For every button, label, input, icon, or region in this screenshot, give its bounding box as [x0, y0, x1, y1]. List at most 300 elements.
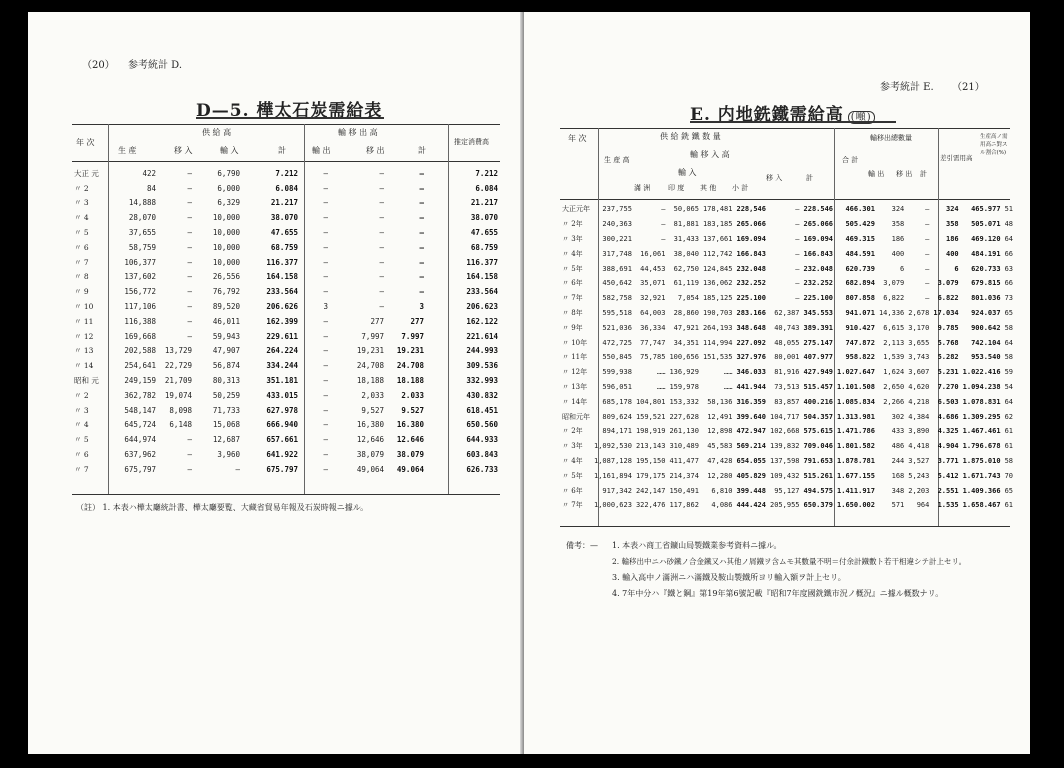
table-cell: 46,011 — [212, 316, 240, 326]
table-cell: 807.858 — [845, 294, 875, 303]
table-cell: 84 — [146, 183, 156, 193]
table-cell: — — [187, 464, 192, 474]
table-cell: 4.904 — [937, 442, 959, 451]
table-cell: — — [323, 435, 328, 445]
table-cell: 801.036 — [971, 294, 1001, 303]
table-cell: 47,921 — [673, 323, 699, 332]
table-cell: 179,175 — [635, 471, 666, 480]
table-cell: …… — [724, 382, 733, 391]
table-cell: 666.940 — [266, 420, 298, 430]
right-data-table — [560, 200, 1015, 513]
col-production: 生 産 — [118, 146, 137, 155]
rcol-manchuria: 滿 洲 — [634, 184, 651, 192]
table-cell: — — [323, 316, 328, 326]
table-cell: 2.033 — [401, 390, 424, 400]
table-cell: 64 — [1004, 338, 1014, 347]
table-cell: 1.535 — [937, 501, 959, 510]
table-cell: 150,491 — [669, 486, 699, 495]
table-cell: 6,148 — [169, 420, 192, 430]
table-cell: 505.429 — [845, 220, 875, 229]
table-row — [560, 439, 1015, 454]
table-cell: 227.092 — [736, 338, 766, 347]
table-cell: 1,539 — [883, 353, 905, 362]
table-cell: 324 — [945, 205, 959, 214]
table-row — [72, 181, 500, 196]
table-cell: 12,280 — [707, 471, 733, 480]
table-cell: 64,003 — [640, 308, 666, 317]
table-cell: — — [419, 168, 424, 178]
table-cell: 1.411.917 — [837, 486, 875, 495]
table-row — [72, 284, 500, 299]
table-row — [560, 320, 1015, 335]
right-note-3: 3. 輸入高中ノ滿洲ニハ滿鐵及鞍山製鐵所ヨリ輸入額ヲ計上セリ。 — [612, 573, 846, 582]
table-row — [560, 335, 1015, 350]
table-cell: 240,363 — [602, 220, 632, 229]
table-cell: 65 — [1004, 486, 1014, 495]
col-export: 輸 出 — [312, 146, 331, 155]
table-cell: 58 — [1004, 323, 1014, 332]
rcol-ratio: 生産高ノ需用高ニ對スル割合(%) — [980, 134, 1008, 156]
table-cell: 83,857 — [774, 397, 800, 406]
table-cell: — — [187, 435, 192, 445]
table-row — [72, 164, 500, 181]
table-cell: 317,748 — [602, 249, 632, 258]
table-cell: 185,125 — [702, 294, 733, 303]
table-cell: 1.471.786 — [837, 427, 875, 436]
table-cell: 66 — [1004, 279, 1014, 288]
table-cell: 〃 14 — [74, 361, 94, 371]
table-cell: 596,051 — [602, 382, 632, 391]
table-cell: 2,203 — [908, 486, 930, 495]
table-cell: 1.650.002 — [837, 501, 875, 510]
table-cell: 348 — [891, 486, 905, 495]
table-cell: 650.560 — [466, 420, 498, 430]
table-cell: 548,147 — [124, 405, 156, 415]
table-row — [560, 498, 1015, 513]
table-cell: 1.409.366 — [962, 486, 1001, 495]
table-cell: 791.653 — [803, 456, 834, 465]
table-cell: 3,170 — [908, 323, 930, 332]
table-cell: — — [187, 168, 192, 178]
table-cell: 21.217 — [270, 198, 298, 208]
table-cell: 644.933 — [466, 435, 498, 445]
table-cell: 169.094 — [736, 234, 766, 243]
table-cell: 1.658.467 — [962, 501, 1001, 510]
table-cell: 〃 2 — [74, 390, 89, 400]
right-note-4: 4. 7年中分ハ『鐵と鋼』第19年第6號記載『昭和7年度國銑鐵市況ノ概況』ニ據ル概数ナリ。 — [612, 589, 944, 598]
table-cell: 35,071 — [640, 279, 666, 288]
table-cell: 24.708 — [396, 361, 424, 371]
table-cell: 〃 7 — [74, 257, 89, 267]
table-cell: 16,380 — [356, 420, 384, 430]
table-cell: 62,750 — [673, 264, 699, 273]
table-cell: 24,708 — [356, 361, 384, 371]
table-cell: — — [661, 205, 666, 214]
table-cell: 186 — [891, 234, 905, 243]
table-cell: 16,061 — [640, 249, 666, 258]
table-cell: 18,188 — [356, 376, 384, 386]
table-cell: 大正元年 — [562, 205, 590, 214]
table-row — [72, 299, 500, 314]
table-cell: 116.377 — [266, 257, 298, 267]
table-cell: 195,150 — [635, 456, 666, 465]
table-cell: 156,772 — [124, 287, 156, 297]
table-cell: 4,086 — [711, 501, 733, 510]
table-cell: 206.623 — [466, 302, 498, 312]
table-cell: 433.015 — [266, 390, 298, 400]
table-cell: — — [925, 205, 930, 214]
table-row — [560, 409, 1015, 424]
table-cell: 233.564 — [466, 287, 498, 297]
table-cell: 49.064 — [396, 464, 424, 474]
table-cell: 〃 11年 — [562, 353, 588, 362]
table-cell: 〃 13年 — [562, 382, 588, 391]
table-cell: 137,598 — [770, 456, 800, 465]
table-cell: 399.640 — [736, 412, 766, 421]
table-cell: 26,556 — [212, 272, 240, 282]
table-cell: 206.626 — [266, 302, 298, 312]
col-export-group: 輸 移 出 高 — [338, 128, 378, 137]
table-cell: 12,491 — [707, 412, 733, 421]
col-total-export: 計 — [418, 146, 426, 155]
table-cell: 6 — [900, 264, 905, 273]
table-cell: 9.527 — [401, 405, 424, 415]
table-cell: 515.261 — [803, 471, 834, 480]
table-cell: 900.642 — [971, 323, 1001, 332]
table-cell: 〃 10年 — [562, 338, 588, 347]
table-cell: 225.100 — [736, 294, 766, 303]
table-cell: 〃 2 — [74, 183, 89, 193]
table-row — [560, 424, 1015, 439]
table-row — [560, 350, 1015, 365]
table-cell: 1.094.238 — [962, 382, 1001, 391]
table-cell: 10,000 — [212, 242, 240, 252]
table-cell: 6.822 — [937, 294, 959, 303]
table-cell: 626.733 — [466, 464, 498, 474]
table-cell: 657.661 — [266, 435, 298, 445]
table-cell: 50,259 — [212, 390, 240, 400]
table-cell: 675.797 — [266, 464, 298, 474]
table-cell: 〃 5 — [74, 435, 89, 445]
table-cell: 68.759 — [270, 242, 298, 252]
table-row — [560, 454, 1015, 469]
table-cell: 4,384 — [908, 412, 930, 421]
table-cell: 3 — [323, 302, 328, 312]
table-cell: 62 — [1004, 412, 1014, 421]
table-cell: — — [379, 198, 384, 208]
table-cell: 109,432 — [770, 471, 800, 480]
left-footnote: （註） 1. 本表ハ樺太廳統計書、樺太廳要覧、大藏省貿易年報及石炭時報ニ據ル。 — [76, 503, 369, 512]
table-cell: 106,377 — [124, 257, 156, 267]
table-cell: 19.231 — [396, 346, 424, 356]
table-cell: 407.977 — [803, 353, 834, 362]
table-cell: 1.796.678 — [962, 442, 1001, 451]
table-cell: — — [419, 242, 424, 252]
table-cell: 1,000,623 — [594, 501, 632, 510]
table-cell: 89,520 — [212, 302, 240, 312]
table-cell: 1.801.582 — [837, 442, 875, 451]
table-cell: 627.978 — [266, 405, 298, 415]
table-cell: 〃 6年 — [562, 279, 583, 288]
table-cell: …… — [724, 368, 733, 377]
table-cell: 76,792 — [212, 287, 240, 297]
table-cell: 〃 4 — [74, 420, 89, 430]
table-cell: 205,955 — [770, 501, 800, 510]
table-cell: 348.648 — [736, 323, 766, 332]
table-row — [560, 468, 1015, 483]
table-cell: 225.100 — [803, 294, 834, 303]
table-cell: 685,178 — [602, 397, 632, 406]
table-cell: 〃 3年 — [562, 442, 583, 451]
table-cell: — — [925, 294, 930, 303]
table-cell: 80,001 — [774, 353, 800, 362]
table-cell: 〃 7年 — [562, 294, 583, 303]
table-cell: — — [323, 257, 328, 267]
table-cell: 81,916 — [774, 368, 800, 377]
table-row — [72, 240, 500, 255]
table-cell: 47.655 — [270, 228, 298, 238]
table-cell: 124,845 — [702, 264, 733, 273]
table-cell: 472.947 — [736, 427, 766, 436]
table-cell: 4,620 — [908, 382, 930, 391]
table-cell: 6 — [954, 264, 959, 273]
table-cell: 244.993 — [466, 346, 498, 356]
table-cell: 964 — [916, 501, 930, 510]
table-cell: 654.055 — [736, 456, 766, 465]
table-cell: 〃 2年 — [562, 220, 583, 229]
table-cell: 232.048 — [736, 264, 766, 273]
table-cell: 64 — [1004, 397, 1014, 406]
table-cell: 10,000 — [212, 213, 240, 223]
right-table-header — [560, 128, 1010, 200]
table-cell: 16.380 — [396, 420, 424, 430]
table-cell: 〃 4 — [74, 213, 89, 223]
table-cell: 58,136 — [707, 397, 733, 406]
table-cell: 190,703 — [702, 308, 733, 317]
table-cell: 61 — [1004, 501, 1014, 510]
table-cell: 644,974 — [124, 435, 156, 445]
table-cell: 47,907 — [212, 346, 240, 356]
table-cell: 38.070 — [470, 213, 498, 223]
right-title-underline — [690, 121, 896, 123]
table-cell: 13,729 — [164, 346, 192, 356]
rcol-net-consumption: 差引需用高 — [940, 154, 973, 162]
table-cell: 9.785 — [937, 323, 959, 332]
table-cell: 104,801 — [635, 397, 666, 406]
table-cell: 6,822 — [883, 294, 905, 303]
table-cell: 昭和元年 — [562, 412, 590, 421]
table-cell: 400 — [945, 249, 959, 258]
table-cell: 〃 11 — [74, 316, 94, 326]
table-cell: 137,602 — [124, 272, 156, 282]
table-cell: 232.252 — [803, 279, 834, 288]
table-cell: 14,336 — [878, 308, 905, 317]
table-cell: 6,615 — [883, 323, 905, 332]
table-cell: 300,221 — [602, 234, 632, 243]
table-cell: 47,428 — [707, 456, 733, 465]
table-cell: — — [419, 228, 424, 238]
table-cell: 19,231 — [356, 346, 384, 356]
left-table-header — [72, 124, 500, 162]
table-cell: 〃 3 — [74, 405, 89, 415]
table-row — [72, 255, 500, 270]
table-cell: 151,535 — [702, 353, 733, 362]
table-cell: 169.094 — [803, 234, 834, 243]
table-cell: 38,079 — [356, 450, 384, 460]
table-cell: 〃 6 — [74, 450, 89, 460]
table-cell: — — [925, 279, 930, 288]
table-cell: — — [235, 464, 240, 474]
table-cell: 73 — [1004, 294, 1014, 303]
table-cell: 45,583 — [707, 442, 733, 451]
table-cell: 117,862 — [669, 501, 699, 510]
table-cell: 221.614 — [466, 331, 498, 341]
table-row — [560, 200, 1015, 217]
table-cell: 61,119 — [673, 279, 699, 288]
left-title-underline — [196, 117, 384, 119]
table-cell: 351.181 — [266, 376, 298, 386]
table-cell: 641.922 — [266, 450, 298, 460]
table-cell: 4.686 — [937, 412, 959, 421]
col-year: 年 次 — [76, 138, 95, 147]
table-cell: 430.832 — [466, 390, 498, 400]
table-cell: — — [323, 390, 328, 400]
table-cell: 68.759 — [470, 242, 498, 252]
table-cell: — — [187, 228, 192, 238]
table-cell: 169,668 — [124, 331, 156, 341]
rcol-transfer-out: 移 出 — [896, 170, 913, 178]
rcol-total-import: 計 — [806, 174, 813, 182]
table-cell: 569.214 — [736, 442, 766, 451]
table-cell: 275.147 — [803, 338, 834, 347]
table-cell: 昭和 元 — [74, 376, 99, 386]
table-cell: 56,874 — [212, 361, 240, 371]
table-cell: 166.843 — [803, 249, 834, 258]
left-data-table — [72, 164, 500, 477]
table-row — [72, 432, 500, 447]
table-cell: 1.022.416 — [962, 368, 1001, 377]
table-cell: 28,070 — [128, 213, 156, 223]
table-cell: 400 — [891, 249, 905, 258]
rcol-export-group: 輸移出總數量 — [870, 134, 912, 142]
table-cell: 334.244 — [266, 361, 298, 371]
left-table-title: D—5. 樺太石炭需給表 — [196, 101, 383, 121]
table-cell: 3,079 — [883, 279, 905, 288]
table-row — [72, 270, 500, 285]
table-cell: 95,127 — [774, 486, 800, 495]
table-cell: 〃 7 — [74, 464, 89, 474]
table-cell: — — [419, 183, 424, 193]
table-cell: 405.829 — [736, 471, 766, 480]
table-cell: 8,098 — [169, 405, 192, 415]
table-cell: 159,978 — [669, 382, 699, 391]
table-cell: 48,055 — [774, 338, 800, 347]
table-row — [560, 246, 1015, 261]
table-cell: 75,785 — [640, 353, 666, 362]
table-cell: — — [419, 272, 424, 282]
table-cell: — — [795, 220, 800, 229]
table-cell: — — [419, 213, 424, 223]
table-cell: 261,130 — [669, 427, 699, 436]
col-consumption: 推定消費高 — [454, 138, 489, 146]
left-page-number: （20） — [82, 60, 115, 71]
table-cell: 599,938 — [602, 368, 632, 377]
table-cell: — — [187, 450, 192, 460]
table-cell: 178,481 — [702, 205, 733, 214]
table-cell: 277 — [410, 316, 424, 326]
table-cell: 22,729 — [164, 361, 192, 371]
left-section-label: 参考統計 D. — [128, 60, 183, 71]
table-cell: 19,074 — [164, 390, 192, 400]
table-cell: 228,546 — [736, 205, 766, 214]
table-cell: 582,758 — [602, 294, 632, 303]
table-cell: 441.944 — [736, 382, 766, 391]
table-cell: — — [379, 228, 384, 238]
table-row — [72, 373, 500, 388]
table-cell: 1.085.834 — [837, 397, 875, 406]
table-cell: 575.615 — [803, 427, 834, 436]
table-cell: — — [925, 249, 930, 258]
col-supply-group: 供 給 高 — [202, 128, 232, 137]
table-cell: 65 — [1004, 308, 1014, 317]
table-cell: 6,000 — [217, 183, 240, 193]
rcol-subtotal: 小 計 — [732, 184, 749, 192]
table-cell: 1.313.981 — [837, 412, 875, 421]
table-cell: 61 — [1004, 427, 1014, 436]
table-cell: — — [323, 272, 328, 282]
table-cell: 15,068 — [212, 420, 240, 430]
table-cell: — — [187, 331, 192, 341]
table-cell: 400.216 — [803, 397, 834, 406]
table-cell: 1.309.295 — [962, 412, 1001, 421]
rcol-supply-group: 供 給 銑 鐵 数 量 — [660, 132, 721, 141]
table-cell: 469.315 — [845, 234, 875, 243]
table-cell: 6.084 — [475, 183, 498, 193]
table-cell: 70 — [1004, 471, 1014, 480]
table-cell: 202,588 — [124, 346, 156, 356]
table-cell: — — [323, 464, 328, 474]
table-cell: 620.739 — [845, 264, 875, 273]
table-cell: 242,147 — [635, 486, 666, 495]
table-cell: 747.872 — [845, 338, 875, 347]
table-cell: 472,725 — [602, 338, 632, 347]
table-cell: 17.034 — [933, 308, 959, 317]
table-cell: 77,747 — [640, 338, 666, 347]
table-cell: 213,143 — [635, 442, 666, 451]
table-row — [72, 462, 500, 477]
table-cell: 6,810 — [711, 486, 733, 495]
table-cell: 4,218 — [908, 397, 930, 406]
table-cell: 58,759 — [128, 242, 156, 252]
table-cell: — — [925, 220, 930, 229]
table-row — [560, 380, 1015, 395]
table-cell: 910.427 — [845, 323, 875, 332]
table-cell: 4.325 — [937, 427, 959, 436]
table-cell: 59,943 — [212, 331, 240, 341]
table-cell: — — [379, 302, 384, 312]
rcol-total: 合 計 — [842, 156, 859, 164]
table-cell: 2,678 — [908, 308, 930, 317]
table-cell: 12.646 — [396, 435, 424, 445]
table-cell: 51 — [1004, 205, 1014, 214]
table-cell: 249,159 — [124, 376, 156, 386]
table-row — [560, 306, 1015, 321]
table-cell: 675,797 — [124, 464, 156, 474]
table-cell: 104,717 — [770, 412, 800, 421]
table-cell: 37,655 — [128, 228, 156, 238]
table-cell: 〃 14年 — [562, 397, 588, 406]
table-cell: — — [323, 346, 328, 356]
